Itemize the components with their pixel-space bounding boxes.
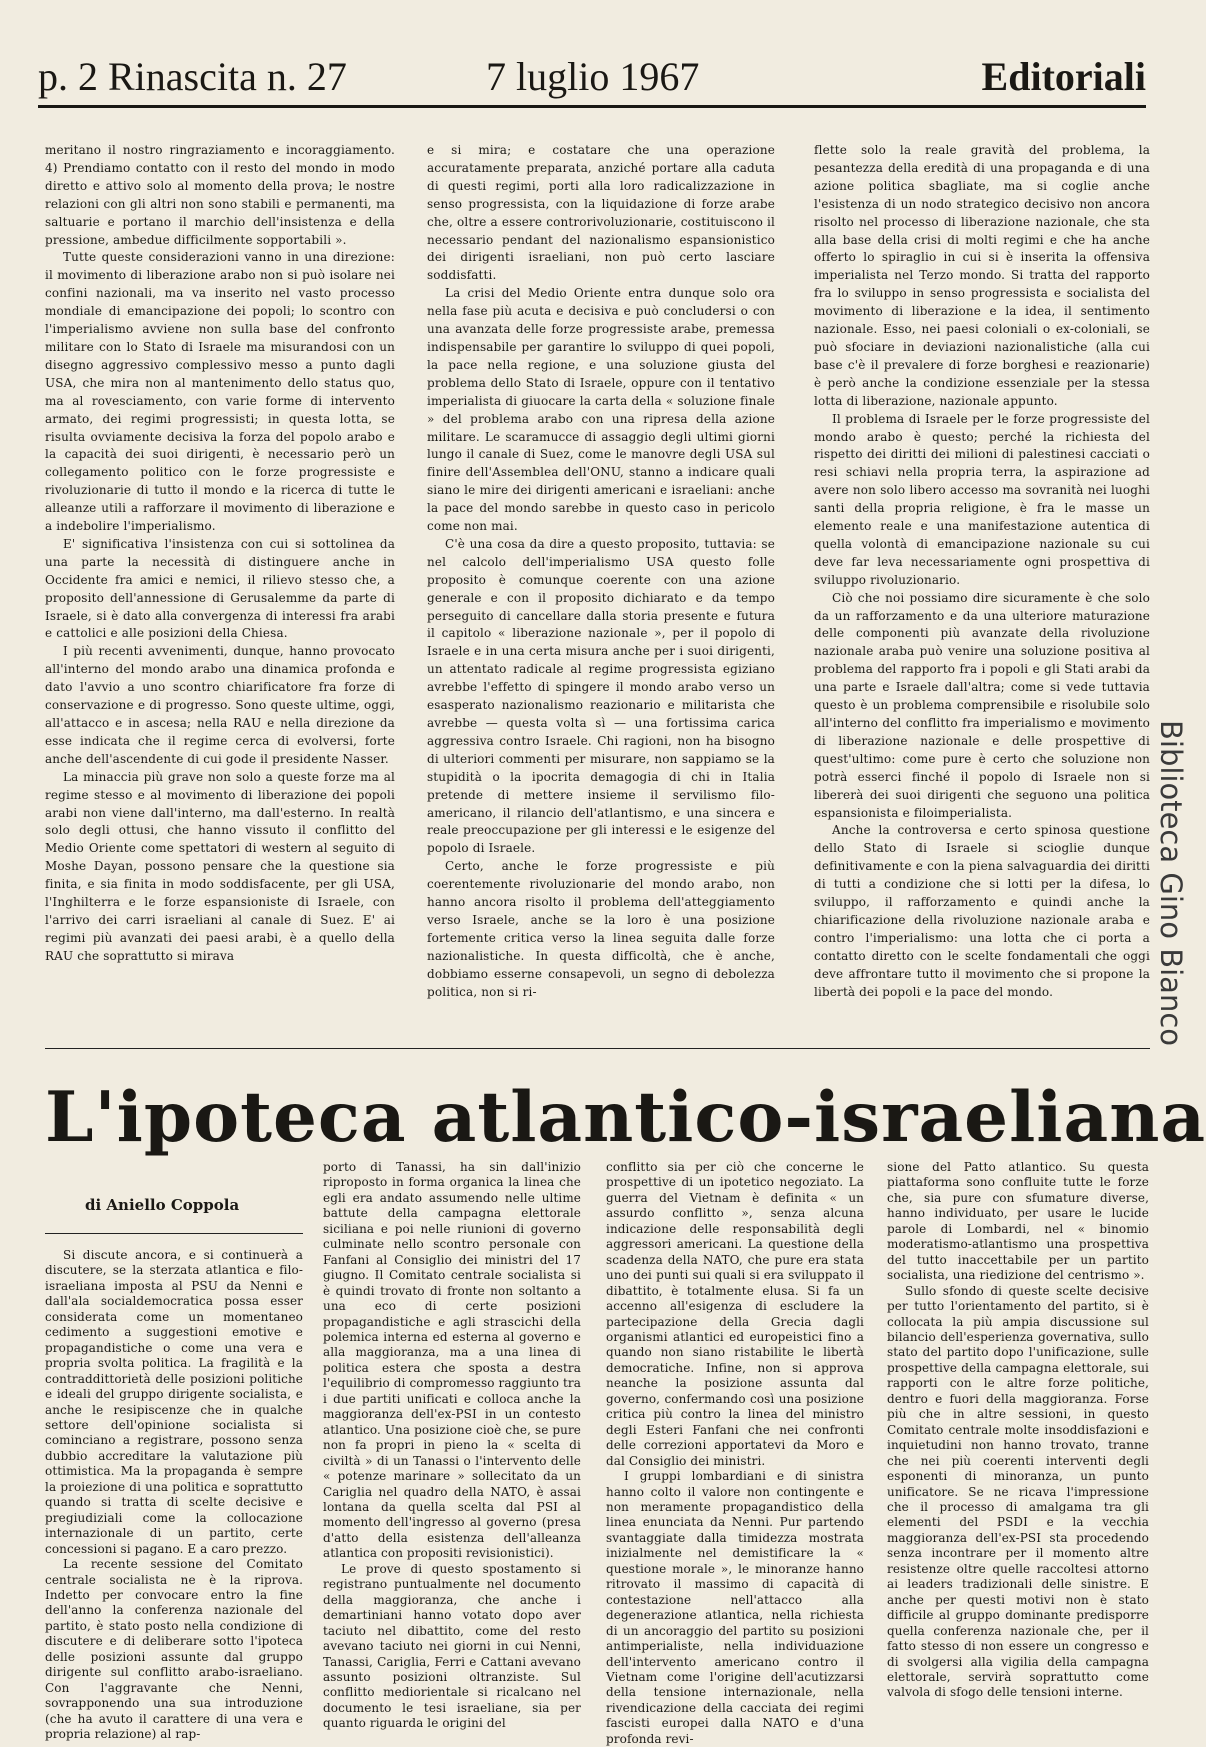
paragraph: Le prove di questo spostamento si registrano puntualmente nel documento della maggioranza, che anche i demartiniani hanno votato dopo aver taciuto nel dibattito, come del resto avevano taciuto nei giorni in cui Nenni, Tanassi, Cariglia, Ferri e Cattani avevano assunto posizioni oltranziste. Sul conflitto mediorientale si ricalcano nel documento le tesi israeliane, sia per quanto riguarda le origini del [323, 1561, 581, 1731]
issue-date: 7 luglio 1967 [486, 54, 700, 99]
article-headline: L'ipoteca atlantico-israeliana [45, 1077, 1206, 1158]
paragraph: Ciò che noi possiamo dire sicuramente è che solo da un rafforzamento e da una ulteriore maturazione delle componenti più avanzate della rivoluzione nazionale araba può venire una soluzione positiva al problema del rapporto fra i popoli e gli Stati arabi da una parte e Israele dall'altra; come si vede tuttavia questo è un problema comprensibile e risolubile solo all'interno del conflitto fra imperialismo e movimento di liberazione nazionale e delle prospettive di quest'ultimo: come pure è certo che soluzione non potrà esserci finché il popolo di Israele non si libererà dei suoi dirigenti che seguono una politica espansionista e filoimperialista. [814, 590, 1150, 820]
byline-divider [45, 1233, 303, 1234]
paragraph: La crisi del Medio Oriente entra dunque solo ora nella fase più acuta e decisiva e può concludersi o con una avanzata delle forze progressiste arabe, premessa indispensabile per garantire lo sviluppo di quei popoli, la pace nella regione, e una soluzione giusta del problema dello Stato di Israele, oppure con il tentativo imperialista di giuocare la carta della « soluzione finale » del problema arabo con una ripresa della azione militare. Le scaramucce di assaggio degli ultimi giorni lungo il canale di Suez, come le manovre degli USA sul finire dell'Assemblea dell'ONU, stanno a indicare quali siano le mire dei dirigenti americani e israeliani: anche la pace del mondo sarebbe in questo caso in pericolo come non mai. [427, 286, 775, 534]
article-column-2 [323, 1160, 581, 1738]
paragraph: flette solo la reale gravità del problema, la pesantezza della eredità di una propaganda e di una azione politica sbagliate, ma si coglie anche l'esistenza di un nodo strategico decisivo non ancora risolto nel processo di liberazione nazionale, che sta alla base della crisi di molti regimi e che ha anche offerto lo spiraglio in cui si è inserita la offensiva imperialista nel Terzo mondo. Si tratta del rapporto fra lo sviluppo in senso progressista e socialista del movimento di liberazione e la idea, il sentimento nazionale. Esso, nei paesi coloniali o ex-coloniali, se può sfociare in deviazioni nazionalistiche (alla cui base c'è il prevalere di forze borghesi e reazionarie) è però anche la condizione essenziale per la stessa lotta di liberazione, nazionale appunto. [814, 143, 1150, 408]
paragraph: I gruppi lombardiani e di sinistra hanno colto il valore non contingente e non meramente propagandistico della linea enunciata da Nenni. Pur partendo svantaggiate dalla timidezza mostrata inizialmente nel demistificare la « questione morale », le minoranze hanno ritrovato il massimo di capacità di contestazione nell'attacco alla degenerazione atlantica, nella richiesta di un ancoraggio del partito su posizioni antimperialiste, nella individuazione dell'intervento americano contro il Vietnam come l'origine dell'acutizzarsi della tensione internazionale, nella rivendicazione della cacciata dei regimi fascisti europei dalla NATO e d'una profonda revi- [606, 1469, 864, 1746]
page-header [38, 52, 1146, 108]
article-column-3 [606, 1160, 864, 1746]
article-byline: di Aniello Coppola [85, 1196, 240, 1214]
library-watermark: Biblioteca Gino Bianco [1154, 720, 1188, 1047]
paragraph: I più recenti avvenimenti, dunque, hanno provocato all'interno del mondo arabo una dinamica profonda e dato l'avvio a uno scontro chiarificatore fra forze di conservazione e di progresso. Sono queste ultime, oggi, all'attacco e in ascesa; nella RAU e nella direzione da esse indicata che il regime cerca di evolversi, forte anche dell'ascendente di cui gode il presidente Nasser. [45, 644, 395, 766]
paragraph: La recente sessione del Comitato centrale socialista ne è la riprova. Indetto per convocare entro la fine dell'anno la conferenza nazionale del partito, è stato posto nella condizione di discutere e di deliberare sotto l'ipoteca delle posizioni assunte dal gruppo dirigente sul conflitto arabo-israeliano. Con l'aggravante che Nenni, sovrapponendo una sua introduzione (che ha avuto il carattere di una vera e propria relazione) al rap- [45, 1557, 303, 1742]
paragraph: Sullo sfondo di queste scelte decisive per tutto l'orientamento del partito, si è collocata la più ampia discussione sul bilancio dell'esperienza governativa, sullo stato del partito dopo l'unificazione, sulle prospettive della campagna elettorale, sui rapporti con le altre forze politiche, dentro e fuori della maggioranza. Forse più che in altre sessioni, in questo Comitato centrale molte insoddisfazioni e inquietudini non hanno trovato, tranne che nei più coerenti interventi degli esponenti di minoranza, un punto unificatore. Se ne ricava l'impressione che il processo di amalgama tra gli elementi del PSDI e la vecchia maggioranza dell'ex-PSI sta procedendo senza incontrare per il momento altre resistenze oltre quelle raccoltesi attorno ai leaders tradizionali delle sinistre. E anche per questi motivi non è stato difficile al gruppo dominante predisporre quella conferenza nazionale che, per il fatto stesso di non essere un congresso e di svolgersi alla vigilia della campagna elettorale, servirà soprattutto come valvola di sfogo delle tensioni interne. [887, 1283, 1149, 1700]
paragraph: Tutte queste considerazioni vanno in una direzione: il movimento di liberazione arabo non si può isolare nei confini nazionali, ma va inserito nel vasto processo mondiale di emancipazione dei popoli; lo scontro con l'imperialismo avviene non sulla base del confronto militare con lo Stato di Israele ma misurandosi con un disegno aggressivo complessivo messo a punto dagli USA, che mira non al mantenimento dello status quo, ma al rovesciamento, con varie forme di intervento armato, dei regimi progressisti; in questa lotta, se risulta ovviamente decisiva la forza del popolo arabo e la capacità dei suoi dirigenti, è necessario però un collegamento politico con le forze progressiste e rivoluzionarie di tutto il mondo e la ricerca di tutte le alleanze utili a rafforzare il movimento di liberazione e a indebolire l'imperialismo. [45, 250, 395, 534]
paragraph: sione del Patto atlantico. Su questa piattaforma sono confluite tutte le forze che, sia pure con sfumature diverse, hanno individuato, per usare le lucide parole di Lombardi, nel « binomio moderatismo-atlantismo una prospettiva del tutto inaccettabile per un partito socialista, una riedizione del centrismo ». [887, 1160, 1149, 1283]
paragraph: Anche la controversa e certo spinosa questione dello Stato di Israele si scioglie dunque definitivamente e con la piena salvaguardia dei diritti di tutti a condizione che si lotti per la difesa, lo sviluppo, il rafforzamento e quindi anche la chiarificazione della rivoluzione nazionale araba e contro l'imperialismo: una lotta che ci porta a contatto diretto con le scelte fondamentali che oggi deve affrontare tutto il movimento che si propone la libertà dei popoli e la pace del mondo. [814, 823, 1150, 999]
paragraph: Il problema di Israele per le forze progressiste del mondo arabo è questo; perché la richiesta del rispetto dei diritti dei milioni di palestinesi cacciati o resi schiavi nella propria terra, la aspirazione ad avere non solo libero accesso ma sovranità nei luoghi santi della propria religione, è fra le masse un elemento reale e una manifestazione autentica di quella volontà di emancipazione nazionale su cui deve far leva necessariamente ogni prospettiva di sviluppo rivoluzionario. [814, 411, 1150, 587]
paragraph: e si mira; e costatare che una operazione accuratamente preparata, anziché portare alla caduta di questi regimi, porti alla loro radicalizzazione in senso progressista, con la liquidazione di forze arabe che, oltre a essere controrivoluzionarie, costituiscono il necessario pendant del nazionalismo espansionistico dei dirigenti israeliani, non può certo lasciare soddisfatti. [427, 143, 775, 283]
paragraph: Si discute ancora, e si continuerà a discutere, se la sterzata atlantica e filo-israeliana imposta al PSU da Nenni e dall'ala socialdemocratica possa esser considerata come un momentaneo cedimento a suggestioni emotive e propagandistiche o come una vera e propria svolta politica. La fragilità e la contraddittorietà delle posizioni politiche e ideali del gruppo dirigente socialista, e anche le resipiscenze che in qualche settore dell'opinione socialista si cominciano a registrare, possono senza dubbio accreditare la valutazione più ottimistica. Ma la propaganda è sempre la proiezione di una politica e soprattutto quando si tratta di scelte decisive e pregiudiziali come la collocazione internazionale di un partito, certe concessioni si pagano. E a caro prezzo. [45, 1248, 303, 1556]
section-divider [45, 1048, 1150, 1049]
paragraph: porto di Tanassi, ha sin dall'inizio riproposto in forma organica la linea che egli era andato assumendo nelle ultime battute della campagna elettorale siciliana e poi nelle riunioni di governo culminate nello scontro personale con Fanfani al Consiglio dei ministri del 17 giugno. Il Comitato centrale socialista si è quindi trovato di fronte non soltanto a una eco di certe posizioni propagandistiche e agli strascichi della polemica interna ed esterna al governo e alla maggioranza, ma a una linea di politica estera che sposta a destra l'equilibrio di compromesso raggiunto tra i due partiti unificati e colloca anche la maggioranza dell'ex-PSI in un contesto atlantico. Una posizione cioè che, se pure non fa propri in pieno la « scelta di civiltà » di un Tanassi o l'intervento delle « potenze marinare » sollecitato da un Cariglia nel quadro della NATO, è assai lontana da quella scelta dal PSI al momento dell'ingresso al governo (presa d'atto della esistenza dell'alleanza atlantica con propositi revisionistici). [323, 1160, 581, 1561]
section-title: Editoriali [981, 54, 1146, 99]
paragraph: E' significativa l'insistenza con cui si sottolinea da una parte la necessità di distinguere anche in Occidente fra amici e nemici, il rilievo stesso che, a proposito dell'annessione di Gerusalemme da parte di Israele, si è dato alla convergenza di interessi fra arabi e cattolici e alle posizioni della Chiesa. [45, 536, 395, 641]
paragraph: Certo, anche le forze progressiste e più coerentemente rivoluzionarie del mondo arabo, non hanno ancora risolto il problema dell'atteggiamento verso Israele, anche se la loro è una posizione fortemente critica verso la linea seguita dalle forze nazionalistiche. In questa difficoltà, che è anche, dobbiamo esserne consapevoli, un segno di debolezza politica, non si ri- [427, 859, 775, 999]
article-column-4 [887, 1160, 1149, 1738]
editorial-column-3 [814, 142, 1150, 1030]
paragraph: La minaccia più grave non solo a queste forze ma al regime stesso e al movimento di liberazione dei popoli arabi non viene dall'interno, ma dall'esterno. In realtà solo degli ottusi, che hanno vissuto il conflitto del Medio Oriente come spettatori di western al seguito di Moshe Dayan, possono pensare che la questione sia finita, e sia finita in modo soddisfacente, per gli USA, l'Inghilterra e le forze espansioniste di Israele, con l'arrivo dei carri israeliani al canale di Suez. E' ai regimi più avanzati dei paesi arabi, è a quello della RAU che soprattutto si mirava [45, 769, 395, 963]
article-column-1 [45, 1248, 303, 1742]
page-number-journal-issue: p. 2 Rinascita n. 27 [38, 54, 347, 99]
editorial-column-1 [45, 142, 395, 1030]
paragraph: meritano il nostro ringraziamento e incoraggiamento. 4) Prendiamo contatto con il resto del mondo in modo diretto e attivo solo al momento della prova; le nostre relazioni con gli altri non sono stabili e permanenti, ma saltuarie e portano il marchio dell'insistenza e della pressione, ambedue difficilmente sopportabili ». [45, 143, 395, 247]
paragraph: conflitto sia per ciò che concerne le prospettive di un ipotetico negoziato. La guerra del Vietnam è definita « un assurdo conflitto », senza alcuna indicazione delle responsabilità degli aggressori americani. La questione della scadenza della NATO, che pure era stata uno dei punti sui quali si era sviluppato il dibattito, è totalmente elusa. Si fa un accenno all'esigenza di escludere la partecipazione della Grecia dagli organismi atlantici ed europeistici fino a quando non siano ristabilite le libertà democratiche. Infine, non si approva neanche la posizione assunta dal governo, confermando così una posizione critica più contro la linea del ministro degli Esteri Fanfani che nei confronti delle correzioni apportatevi da Moro e dal Consiglio dei ministri. [606, 1160, 864, 1468]
paragraph: C'è una cosa da dire a questo proposito, tuttavia: se nel calcolo dell'imperialismo USA questo folle proposito è comunque coerente con una azione generale e con il proposito dichiarato e da tempo perseguito di cancellare dalla storia presente e futura il capitolo « liberazione nazionale », per il popolo di Israele e in una certa misura anche per i suoi dirigenti, un attentato radicale al regime progressista egiziano avrebbe l'effetto di spingere il mondo arabo verso un esasperato nazionalismo reazionario e militarista che avrebbe — questa volta sì — una fortissima carica aggressiva contro Israele. Chi ragioni, non ha bisogno di ulteriori commenti per misurare, non sappiamo se la stupidità o la ipocrita demagogia di chi in Italia pretende di mettere insieme il servilismo filo-americano, il rilancio dell'atlantismo, e una sincera e reale preoccupazione per gli interessi e le esigenze del popolo di Israele. [427, 536, 775, 856]
editorial-column-2 [427, 142, 775, 1030]
